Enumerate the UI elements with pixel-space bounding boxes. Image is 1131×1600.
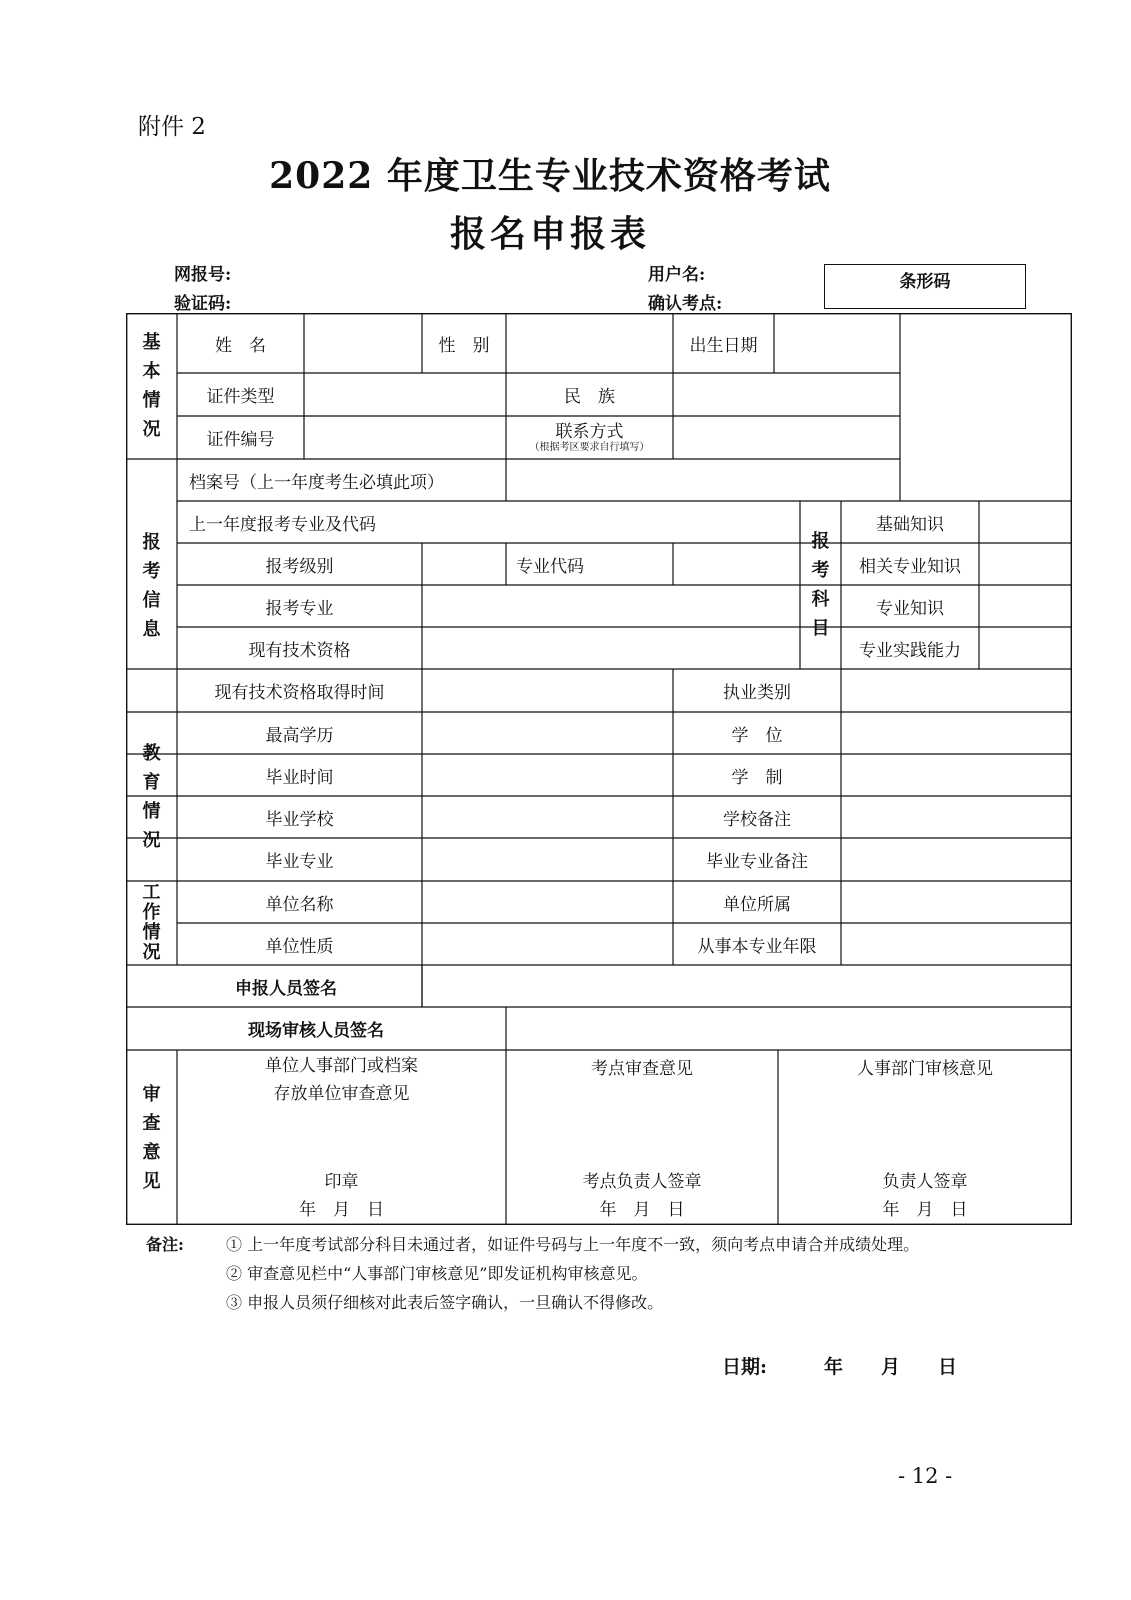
- last-year-major-label: 上一年度报考专业及代码: [189, 514, 376, 535]
- exam-level-label: 报考级别: [265, 556, 334, 577]
- contact-label-text: 联系方式: [555, 421, 624, 442]
- photo-box: [900, 313, 1072, 501]
- gender-label: 性 别: [438, 335, 490, 356]
- subject-related-field[interactable]: [979, 543, 1072, 585]
- exam-major-label: 报考专业: [265, 598, 334, 619]
- section-char: 情: [142, 922, 161, 943]
- unit-affiliation-field[interactable]: [841, 881, 1072, 923]
- site-review-title: 考点审查意见: [591, 1058, 693, 1079]
- note-item: ① 上一年度考试部分科目未通过者，如证件号码与上一年度不一致，须向考点申请合并成绩处理。: [226, 1235, 920, 1254]
- section-char: 情: [142, 390, 161, 411]
- study-system-field[interactable]: [841, 754, 1072, 796]
- contact-field[interactable]: [673, 416, 900, 459]
- section-char: 报: [811, 531, 830, 552]
- section-char: 考: [811, 560, 830, 581]
- subject-professional-field[interactable]: [979, 585, 1072, 627]
- school-field[interactable]: [422, 796, 673, 838]
- section-char: 情: [142, 800, 161, 822]
- section-char: 信: [142, 589, 161, 611]
- section-char: 报: [142, 531, 161, 553]
- unit-review-signature: [177, 1167, 506, 1225]
- section-work: [126, 881, 177, 965]
- date-line: 日期: 年 月 日: [722, 1356, 958, 1378]
- page-title: 2022 年度卫生专业技术资格考试: [269, 155, 831, 197]
- highest-education-field[interactable]: [422, 712, 673, 754]
- major-code-field[interactable]: [673, 543, 800, 585]
- unit-review-title-line2: 存放单位审查意见: [273, 1084, 410, 1104]
- graduation-major-note-field[interactable]: [841, 838, 1072, 881]
- birth-date-label: 出生日期: [689, 335, 758, 356]
- subject-basic-field[interactable]: [979, 501, 1072, 543]
- unit-type-label: 单位性质: [265, 936, 334, 957]
- applicant-signature-field[interactable]: [422, 965, 1072, 1007]
- applicant-signature-label: 申报人员签名: [235, 978, 337, 999]
- section-char: 科: [811, 589, 830, 610]
- contact-label-note: （根据考区要求自行填写）: [529, 441, 650, 453]
- site-review-date: 年 月 日: [599, 1200, 685, 1220]
- highest-education-label: 最高学历: [265, 725, 334, 746]
- section-char: 考: [142, 560, 161, 582]
- graduation-major-field[interactable]: [422, 838, 673, 881]
- section-char: 作: [142, 902, 161, 923]
- reviewer-signature-field[interactable]: [506, 1007, 1072, 1050]
- graduation-time-field[interactable]: [422, 754, 673, 796]
- section-exam-info: [126, 459, 177, 712]
- id-number-label: 证件编号: [206, 430, 275, 450]
- id-type-label: 证件类型: [206, 387, 275, 407]
- graduation-major-label: 毕业专业: [265, 852, 334, 872]
- school-label: 毕业学校: [265, 809, 334, 830]
- graduation-time-label: 毕业时间: [265, 767, 334, 788]
- section-char: 查: [142, 1112, 161, 1134]
- reviewer-signature-label: 现场审核人员签名: [248, 1021, 384, 1041]
- site-review-seal: 考点负责人签章: [582, 1172, 702, 1192]
- name-label: 姓 名: [215, 335, 266, 356]
- section-char: 见: [142, 1170, 161, 1192]
- section-exam-subjects: [800, 501, 841, 669]
- note-item: ② 审查意见栏中“人事部门审核意见”即发证机构审核意见。: [226, 1264, 648, 1283]
- section-basic-info: [126, 313, 177, 459]
- registration-form-table: [126, 313, 1072, 1225]
- section-review: [126, 1050, 177, 1225]
- section-char: 况: [142, 942, 161, 963]
- notes-label: 备注:: [146, 1235, 184, 1254]
- study-system-label: 学 制: [731, 767, 783, 788]
- degree-label: 学 位: [731, 725, 783, 746]
- section-char: 况: [142, 829, 161, 851]
- unit-review-title: [177, 1050, 506, 1110]
- confirm-site-label: 确认考点:: [648, 294, 723, 314]
- unit-type-field[interactable]: [422, 923, 673, 965]
- degree-field[interactable]: [841, 712, 1072, 754]
- practice-type-label: 执业类别: [723, 683, 791, 703]
- section-char: 目: [811, 618, 830, 639]
- hr-review-date: 年 月 日: [882, 1200, 968, 1220]
- unit-affiliation-label: 单位所属: [723, 894, 791, 915]
- unit-name-label: 单位名称: [265, 894, 334, 915]
- name-field[interactable]: [304, 313, 422, 373]
- qualification-time-label: 现有技术资格取得时间: [214, 683, 385, 703]
- subject-basic-label: 基础知识: [876, 514, 944, 535]
- subject-related-label: 相关专业知识: [859, 556, 961, 577]
- section-char: 教: [142, 742, 161, 764]
- section-char: 意: [142, 1141, 161, 1163]
- username-label: 用户名:: [648, 265, 706, 285]
- ethnic-field[interactable]: [673, 373, 900, 416]
- unit-review-title-line1: 单位人事部门或档案: [265, 1056, 418, 1076]
- section-char: 基: [142, 332, 161, 353]
- section-char: 工: [142, 882, 161, 903]
- section-char: 息: [142, 618, 161, 640]
- page-subtitle: 报名申报表: [449, 213, 650, 255]
- practice-type-field[interactable]: [841, 669, 1072, 712]
- gender-field[interactable]: [506, 313, 673, 373]
- site-review-signature: [506, 1167, 778, 1225]
- unit-name-field[interactable]: [422, 881, 673, 923]
- unit-review-seal: 印章: [324, 1172, 359, 1192]
- section-education: [126, 712, 177, 881]
- net-no-label: 网报号:: [174, 265, 232, 285]
- section-char: 本: [142, 361, 161, 382]
- school-note-label: 学校备注: [723, 809, 791, 830]
- hr-review-signature: [778, 1167, 1072, 1225]
- barcode-box: 条形码: [824, 264, 1026, 309]
- work-years-field[interactable]: [841, 923, 1072, 965]
- id-number-field[interactable]: [304, 416, 506, 459]
- archive-number-label: 档案号（上一年度考生必填此项）: [189, 472, 444, 493]
- current-qualification-label: 现有技术资格: [248, 640, 351, 661]
- last-year-major-field[interactable]: [506, 501, 800, 543]
- section-char: 况: [142, 419, 161, 440]
- graduation-major-note-label: 毕业专业备注: [706, 852, 808, 872]
- major-code-label: 专业代码: [516, 556, 584, 577]
- subject-practice-label: 专业实践能力: [859, 640, 961, 661]
- work-years-label: 从事本专业年限: [697, 936, 817, 957]
- exam-level-field[interactable]: [422, 543, 506, 585]
- exam-major-field[interactable]: [422, 585, 800, 627]
- hr-review-title: 人事部门审核意见: [857, 1058, 993, 1079]
- qualification-time-field[interactable]: [422, 669, 673, 712]
- section-char: 审: [142, 1083, 161, 1105]
- school-note-field[interactable]: [841, 796, 1072, 838]
- subject-professional-label: 专业知识: [876, 598, 944, 619]
- section-char: 育: [142, 771, 161, 793]
- attachment-label: 附件 2: [138, 114, 206, 140]
- unit-review-date: 年 月 日: [299, 1200, 384, 1220]
- ethnic-label: 民 族: [564, 387, 615, 407]
- id-type-field[interactable]: [304, 373, 506, 416]
- note-item: ③ 申报人员须仔细核对此表后签字确认，一旦确认不得修改。: [226, 1293, 664, 1312]
- birth-date-field[interactable]: [774, 313, 900, 373]
- hr-review-seal: 负责人签章: [882, 1172, 968, 1192]
- contact-label: [506, 416, 673, 459]
- page-number: - 12 -: [898, 1464, 953, 1488]
- subject-practice-field[interactable]: [979, 627, 1072, 669]
- archive-number-field[interactable]: [506, 459, 900, 501]
- current-qualification-field[interactable]: [422, 627, 800, 669]
- verify-code-label: 验证码:: [174, 294, 232, 314]
